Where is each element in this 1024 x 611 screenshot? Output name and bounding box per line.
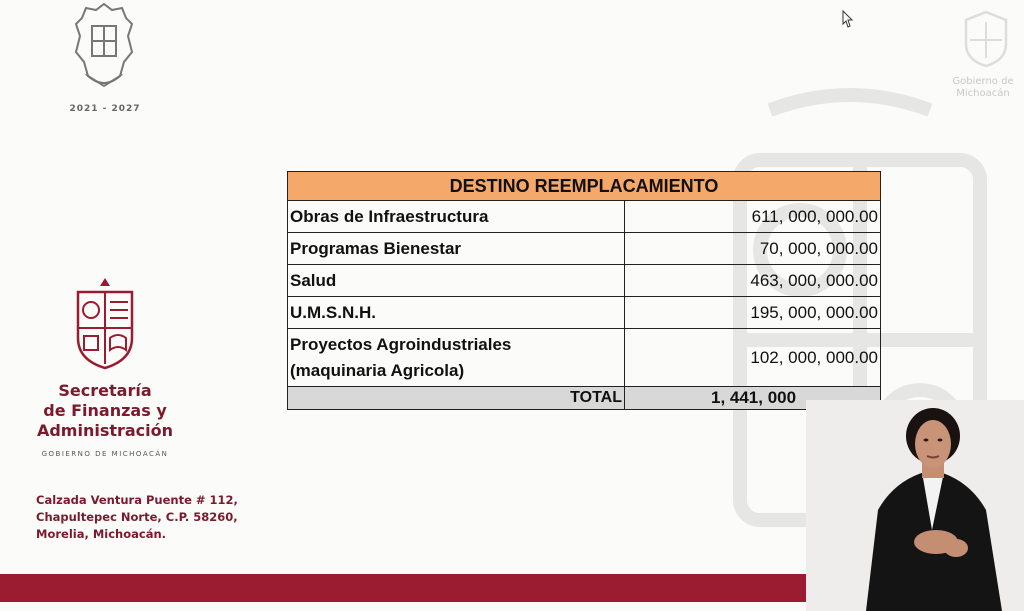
total-row: [288, 387, 881, 410]
row-amount: 463, 000, 000.00: [625, 265, 881, 297]
address-line-2: Chapultepec Norte, C.P. 58260,: [36, 510, 238, 524]
table-row: [288, 201, 881, 233]
row-amount: 611, 000, 000.00: [625, 201, 881, 233]
row-label-line-1: Proyectos Agroindustriales: [290, 334, 512, 354]
row-label: Programas Bienestar: [288, 233, 625, 265]
address-line-1: Calzada Ventura Puente # 112,: [36, 493, 238, 507]
table-row: [288, 329, 881, 387]
org-line-3: Administración: [36, 421, 174, 440]
total-label: TOTAL: [288, 387, 625, 410]
row-label: U.M.S.N.H.: [288, 297, 625, 329]
secretaria-name: [20, 381, 190, 441]
row-label: Salud: [288, 265, 625, 297]
row-amount: 195, 000, 000.00: [625, 297, 881, 329]
table-row: [288, 233, 881, 265]
total-amount: 1, 441, 000: [625, 387, 881, 410]
row-label: [288, 329, 625, 387]
org-line-2: de Finanzas y: [43, 401, 167, 420]
interpreter-figure: [806, 400, 1024, 611]
row-amount: 70, 000, 000.00: [625, 233, 881, 265]
table-row: [288, 297, 881, 329]
mouse-cursor-icon: [842, 10, 854, 28]
table-row: [288, 265, 881, 297]
government-logo-text: Gobierno de Michoacán: [952, 76, 1014, 99]
row-label-line-2: (maquinaria Agricola): [290, 360, 465, 380]
table-title: DESTINO REEMPLACAMIENTO: [288, 172, 881, 201]
row-amount: 102, 000, 000.00: [625, 329, 881, 387]
footer-color-bar: [0, 574, 806, 602]
administration-years: 2021 - 2027: [69, 104, 141, 114]
org-line-1: Secretaría: [58, 381, 152, 400]
address-block: [36, 492, 296, 543]
row-label: Obras de Infraestructura: [288, 201, 625, 233]
destino-reemplacamiento-table: [287, 171, 881, 410]
address-line-3: Morelia, Michoacán.: [36, 527, 167, 541]
michoacan-coat-of-arms: [74, 2, 134, 94]
sign-language-interpreter-video: [806, 400, 1024, 611]
government-logo-icon: [962, 10, 1010, 68]
government-label: GOBIERNO DE MICHOACÁN: [41, 450, 169, 458]
secretaria-coat-of-arms: [74, 276, 136, 372]
